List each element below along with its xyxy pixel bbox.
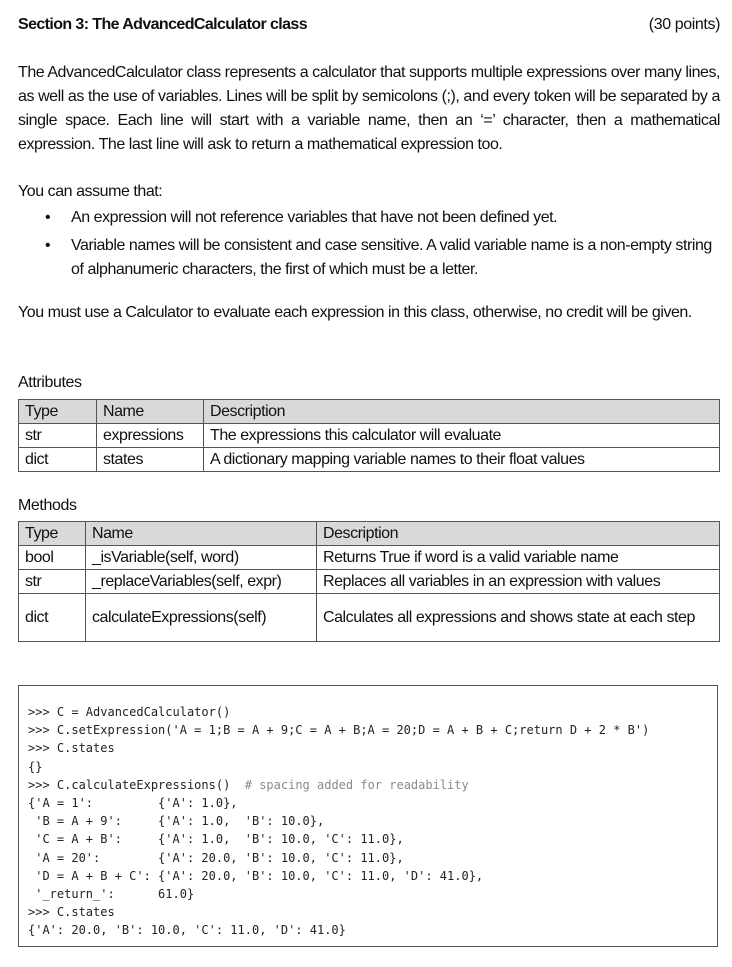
table-row xyxy=(19,424,720,448)
assumptions-label: You can assume that: xyxy=(18,183,163,200)
code-line: >>> C.states xyxy=(28,905,115,920)
table-header-row xyxy=(19,400,720,424)
code-line: 'C = A + B': {'A': 1.0, 'B': 10.0, 'C': 11.0}, xyxy=(28,832,404,847)
table-cell: calculateExpressions(self) xyxy=(86,594,317,642)
table-cell: A dictionary mapping variable names to their float values xyxy=(204,448,720,472)
table-cell: _replaceVariables(self, expr) xyxy=(86,570,317,594)
table-row xyxy=(19,546,720,570)
column-header: Type xyxy=(19,522,86,546)
column-header: Type xyxy=(19,400,97,424)
code-line: {'A': 20.0, 'B': 10.0, 'C': 11.0, 'D': 41.0} xyxy=(28,923,346,938)
code-line: {'A = 1': {'A': 1.0}, xyxy=(28,796,238,811)
code-line: 'D = A + B + C': {'A': 20.0, 'B': 10.0, 'C': 11.0, 'D': 41.0}, xyxy=(28,868,484,883)
code-line: >>> C.calculateExpressions() xyxy=(28,777,245,792)
table-cell: bool xyxy=(19,546,86,570)
table-cell: str xyxy=(19,570,86,594)
methods-table xyxy=(18,521,720,642)
table-header-row xyxy=(19,522,720,546)
table-cell: Calculates all expressions and shows state at each step xyxy=(317,594,720,642)
column-header: Name xyxy=(97,400,204,424)
code-example xyxy=(28,703,649,940)
section-title: Section 3: The AdvancedCalculator class xyxy=(18,16,307,33)
table-cell: states xyxy=(97,448,204,472)
assumptions-list xyxy=(18,206,720,282)
table-cell: str xyxy=(19,424,97,448)
table-cell: Returns True if word is a valid variable name xyxy=(317,546,720,570)
attributes-label: Attributes xyxy=(18,374,82,391)
table-cell: The expressions this calculator will evaluate xyxy=(204,424,720,448)
table-cell: _isVariable(self, word) xyxy=(86,546,317,570)
code-line: >>> C.states xyxy=(28,741,115,756)
attributes-table xyxy=(18,399,720,472)
code-comment: # spacing added for readability xyxy=(244,777,469,792)
table-row xyxy=(19,594,720,642)
column-header: Description xyxy=(317,522,720,546)
table-cell: dict xyxy=(19,448,97,472)
code-example-box xyxy=(18,685,718,947)
points-label: (30 points) xyxy=(648,16,720,33)
intro-paragraph: The AdvancedCalculator class represents a calculator that supports multiple expressions over many lines, as well as the use of variables. Lines will be split by semicolons (;), and every token will be separated by a single space. Each line will start with a variable name, then an ‘=’ character, then a mathematical expression. The last line will ask to return a mathematical expression too. xyxy=(18,64,721,153)
code-line: '_return_': 61.0} xyxy=(28,887,195,902)
assumption-item: • An expression will not reference variables that have not been defined yet. xyxy=(18,206,720,230)
table-row xyxy=(19,448,720,472)
assumption-item: • Variable names will be consistent and case sensitive. A valid variable name is a non-empty string of alphanumeric characters, the first of which must be a letter. xyxy=(18,234,720,282)
code-line: 'B = A + 9': {'A': 1.0, 'B': 10.0}, xyxy=(28,814,325,829)
code-line: >>> C = AdvancedCalculator() xyxy=(28,705,231,719)
table-cell: Replaces all variables in an expression with values xyxy=(317,570,720,594)
code-line: {} xyxy=(28,759,43,774)
code-line: 'A = 20': {'A': 20.0, 'B': 10.0, 'C': 11.0}, xyxy=(28,850,404,865)
column-header: Name xyxy=(86,522,317,546)
table-row xyxy=(19,570,720,594)
requirement-paragraph: You must use a Calculator to evaluate each expression in this class, otherwise, no credit will be given. xyxy=(18,304,692,321)
code-line: >>> C.setExpression('A = 1;B = A + 9;C = A + B;A = 20;D = A + B + C;return D + 2 * B') xyxy=(28,723,650,738)
table-cell: expressions xyxy=(97,424,204,448)
section-header xyxy=(18,16,720,38)
methods-label: Methods xyxy=(18,497,77,514)
column-header: Description xyxy=(204,400,720,424)
table-cell: dict xyxy=(19,594,86,642)
